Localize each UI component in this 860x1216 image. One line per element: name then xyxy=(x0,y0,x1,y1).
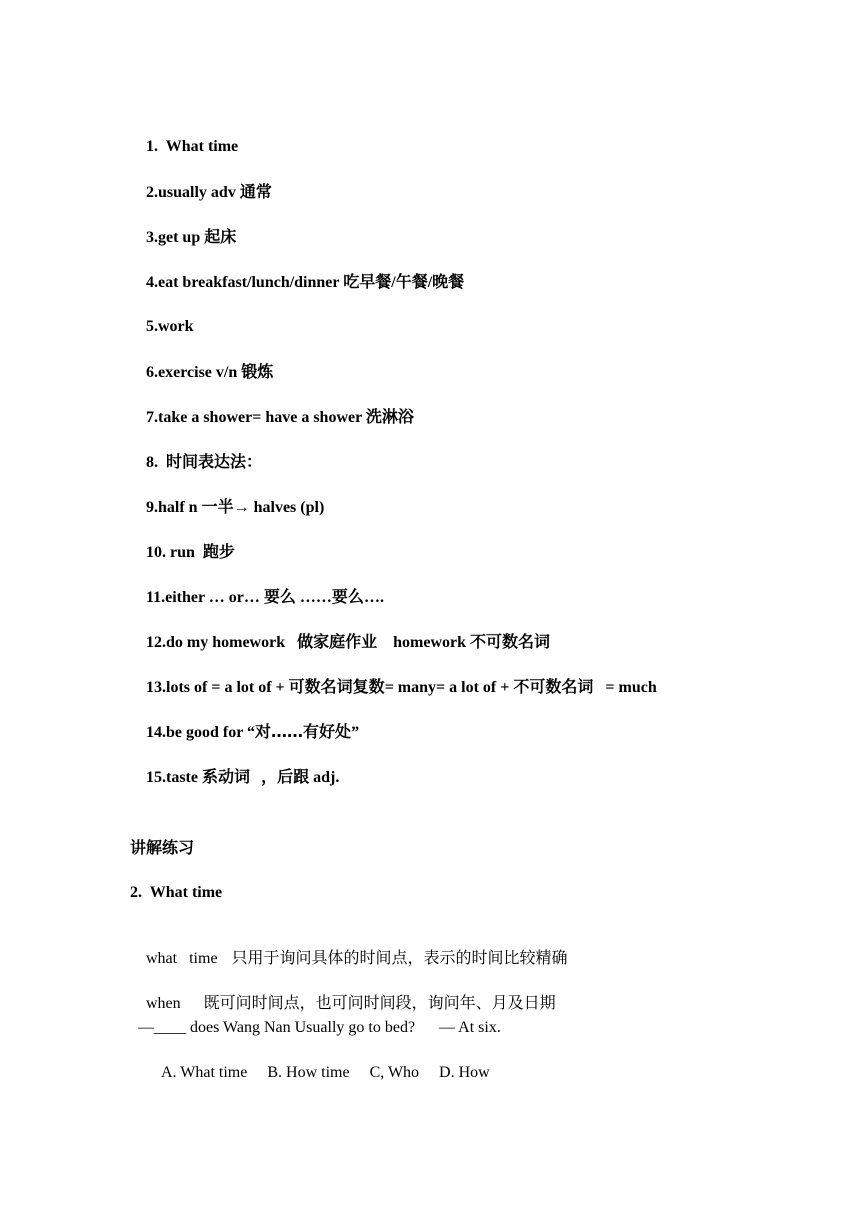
vocab-item-9-term: 9.half n xyxy=(146,499,202,516)
vocab-item-7-meaning: 洗淋浴 xyxy=(365,407,414,426)
vocab-item-12-note: 不可数名词 xyxy=(470,632,551,651)
vocab-item-13-many: = many= a lot of + xyxy=(384,679,514,696)
vocab-item-13-uncountable: 不可数名词 xyxy=(513,677,594,696)
vocab-item-8-meaning: 时间表达法： xyxy=(166,452,263,471)
vocab-item-7-term: 7.take a shower= have a shower xyxy=(146,409,366,426)
vocab-item-11-meaning-b: 要么 xyxy=(331,587,364,606)
vocab-item-13-much: = much xyxy=(593,679,657,696)
practice-options: A. What time B. How time C, Who D. How xyxy=(161,1064,490,1081)
vocab-item-11-ellipsis: …… xyxy=(295,589,332,606)
vocab-item-11-end: …. xyxy=(363,589,384,606)
vocab-item-9-plural: → halves (pl) xyxy=(233,499,325,516)
when-term: when xyxy=(146,995,181,1012)
vocab-item-12-term: 12.do my homework xyxy=(146,634,298,651)
what-time-description: 只用于询问具体的时间点，表示的时间比较精确 xyxy=(231,948,568,967)
vocab-item-10-term: 10. run xyxy=(146,544,203,561)
vocab-item-2-meaning: 通常 xyxy=(239,182,272,201)
vocab-item-14-meaning: 对……有好处 xyxy=(255,722,352,741)
vocab-item-1-text: 1. What time xyxy=(146,138,239,155)
vocab-item-8-number: 8. xyxy=(146,454,166,471)
what-time-term: what time xyxy=(146,950,218,967)
when-description: 既可问时间点，也可问时间段，询问年、月及日期 xyxy=(203,993,556,1012)
vocab-item-4-slash-b: / xyxy=(427,274,433,291)
practice-question: —____ does Wang Nan Usually go to bed? — At six. xyxy=(138,1019,501,1036)
vocab-item-3-meaning: 起床 xyxy=(204,227,237,246)
vocab-item-15 xyxy=(130,747,339,808)
vocab-item-13-countable: 可数名词复数 xyxy=(288,677,385,696)
vocab-item-3-term: 3.get up xyxy=(146,229,205,246)
vocab-item-2-term: 2.usually adv xyxy=(146,184,240,201)
section-heading: 讲解练习 xyxy=(130,838,195,857)
vocab-item-11-meaning-a: 要么 xyxy=(263,587,296,606)
vocab-item-15-adj: adj. xyxy=(309,769,340,786)
vocab-item-10-meaning: 跑步 xyxy=(202,542,235,561)
vocab-item-13-term: 13.lots of = a lot of + xyxy=(146,679,289,696)
vocab-item-14-quote-end: ” xyxy=(351,724,360,741)
vocab-item-15-term: 15.taste xyxy=(146,769,202,786)
vocab-item-4-term: 4.eat breakfast/lunch/dinner xyxy=(146,274,344,291)
vocab-item-12-meaning: 做家庭作业 xyxy=(297,632,378,651)
vocab-item-11-term: 11.either … or… xyxy=(146,589,264,606)
vocab-item-5-text: 5.work xyxy=(146,318,194,335)
vocab-item-4-slash-a: / xyxy=(391,274,396,291)
vocab-item-6-term: 6.exercise v/n xyxy=(146,364,242,381)
vocab-item-9-meaning: 一半 xyxy=(201,497,234,516)
vocab-item-12-homework: homework xyxy=(377,634,471,651)
vocab-item-15-meaning: 系动词 ，后跟 xyxy=(201,767,310,786)
vocab-item-14-term: 14.be good for “ xyxy=(146,724,256,741)
section-subheading: 2. What time xyxy=(130,884,223,901)
vocab-item-4-meaning-c: 晚餐 xyxy=(432,272,465,291)
vocab-item-4-meaning-a: 吃早餐 xyxy=(343,272,392,291)
vocab-item-4-meaning-b: 午餐 xyxy=(395,272,428,291)
vocab-item-6-meaning: 锻炼 xyxy=(241,362,274,381)
